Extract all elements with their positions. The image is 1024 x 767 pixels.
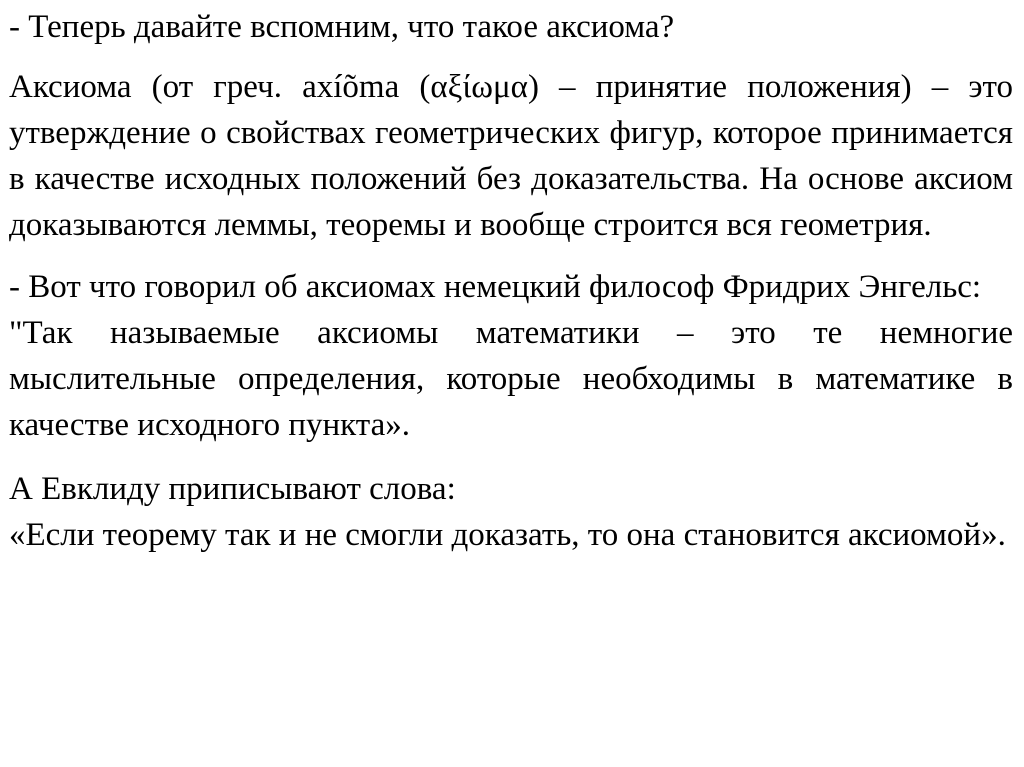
engels-quote-text: "Так называемые аксиомы математики – это те немногие мыслительные определения, которые необходимы в математике в качестве исходного пункта». — [9, 315, 1013, 443]
euclid-block — [9, 466, 1013, 558]
question-paragraph: - Теперь давайте вспомним, что такое аксиома? — [9, 9, 675, 45]
euclid-quote-text: «Если теорему так и не смогли доказать, то она становится аксиомой». — [9, 517, 1006, 553]
slide-text-body — [9, 0, 1013, 558]
engels-block — [9, 264, 1013, 448]
engels-intro-text: - Вот что говорил об аксиомах немецкий философ Фридрих Энгельс: — [9, 269, 982, 305]
axiom-definition-paragraph: Аксиома (от греч. axíõma (αξίωμα) – принятие положения) – это утверждение о свойствах геометрических фигур, которое принимается в качестве исходных положений без доказательства. На основе аксиом доказываются леммы, теоремы и вообще строится вся геометрия. — [9, 69, 1013, 243]
euclid-intro-text: А Евклиду приписывают слова: — [9, 471, 456, 507]
